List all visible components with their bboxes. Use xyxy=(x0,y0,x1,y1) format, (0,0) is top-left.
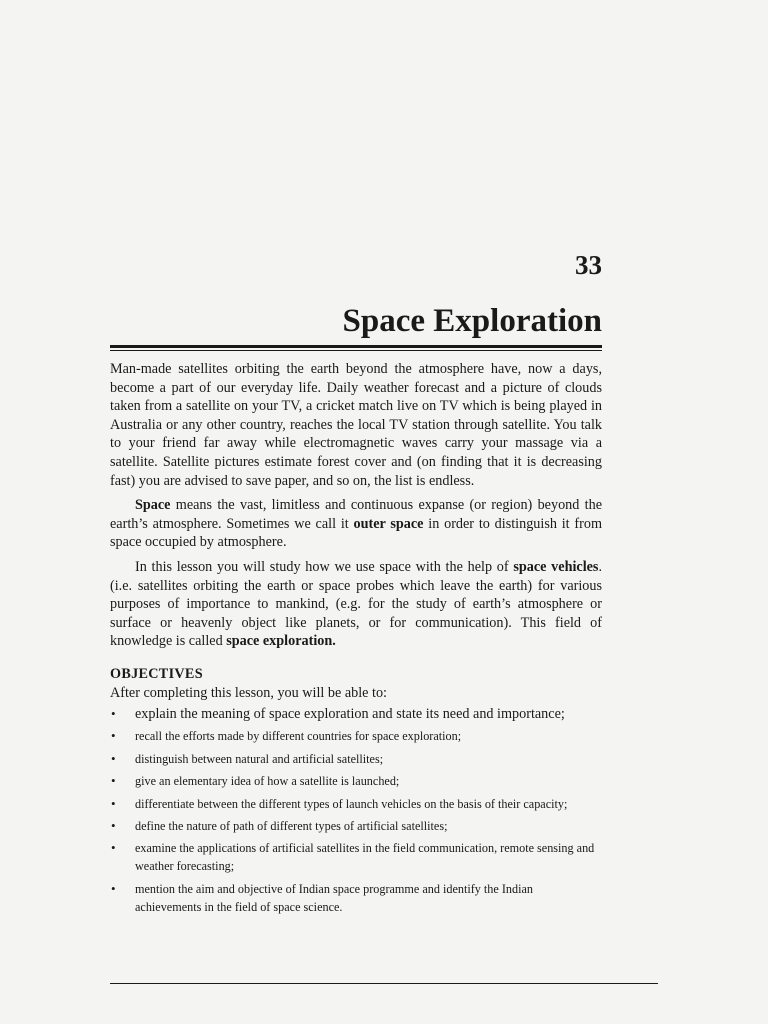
lesson-content xyxy=(110,360,602,920)
chapter-title: Space Exploration xyxy=(342,303,602,339)
objective-text: differentiate between the different types of launch vehicles on the basis of their capacity; xyxy=(135,796,568,811)
objective-item xyxy=(110,839,602,875)
bullet-icon: • xyxy=(111,705,116,721)
lesson-scope-text-b: . (i.e. satellites orbiting the earth or space probes which leave the earth) for various purposes of importance to mankind, (e.g. for the study of earth’s atmosphere or surface or heavenly object like planets, or for communication). This field of knowledge is called xyxy=(110,558,603,650)
lesson-scope-text-a: In this lesson you will study how we use space with the help of xyxy=(135,558,514,575)
term-space: Space xyxy=(135,497,171,514)
title-rule-thick xyxy=(110,345,602,348)
objective-text: mention the aim and objective of Indian space programme and identify the Indian achievements in the field of space science. xyxy=(135,881,533,914)
objective-text: explain the meaning of space exploration and state its need and importance; xyxy=(135,705,565,722)
bullet-icon: • xyxy=(111,750,116,766)
objective-text: examine the applications of artificial satellites in the field communication, remote sensing and weather forecasting; xyxy=(135,841,595,874)
space-definition-text-a: means the vast, limitless and continuous expanse (or region) beyond the earth’s atmosphere. Sometimes we call it xyxy=(110,497,602,532)
chapter-number: 33 xyxy=(575,250,602,280)
bullet-icon: • xyxy=(111,728,116,744)
bullet-icon: • xyxy=(111,840,116,856)
objective-text: define the nature of path of different types of artificial satellites; xyxy=(135,819,448,834)
objectives-list xyxy=(110,705,602,916)
space-definition-paragraph xyxy=(110,496,602,552)
objective-text: give an elementary idea of how a satellite is launched; xyxy=(135,774,400,789)
objective-item xyxy=(110,795,602,813)
bullet-icon: • xyxy=(111,818,116,834)
objectives-intro: After completing this lesson, you will be able to: xyxy=(110,684,388,701)
objective-item xyxy=(110,705,602,724)
space-definition-text-b: in order to distinguish it from space occupied by atmosphere. xyxy=(110,515,603,551)
lesson-scope-paragraph xyxy=(110,558,602,651)
intro-paragraph: Man-made satellites orbiting the earth beyond the atmosphere have, now a days, become a part of our everyday life. Daily weather forecast and a picture of clouds taken from a satellite on your TV, a cricket match live on TV which is being played in Australia or any other country, reaches the local TV station through satellite. You talk to your friend far away while electromagnetic waves carry your massage via a satellite. Satellite pictures estimate forest cover and (on finding that it is decreasing fast) you are advised to save paper, and so on, the list is endless. xyxy=(110,361,602,489)
objective-item xyxy=(110,727,602,745)
objective-text: recall the efforts made by different countries for space exploration; xyxy=(135,729,462,744)
title-rule xyxy=(110,345,602,351)
bullet-icon: • xyxy=(111,795,116,811)
objective-item xyxy=(110,817,602,835)
term-space-vehicles: space vehicles xyxy=(513,558,599,575)
objective-text: distinguish between natural and artificial satellites; xyxy=(135,751,384,766)
bullet-icon: • xyxy=(111,773,116,789)
title-rule-thin xyxy=(110,350,602,351)
bullet-icon: • xyxy=(111,880,116,896)
objective-item xyxy=(110,880,602,916)
objective-item xyxy=(110,772,602,790)
footer-rule xyxy=(110,983,658,984)
term-outer-space: outer space xyxy=(353,515,424,532)
term-space-exploration: space exploration. xyxy=(226,633,336,650)
objective-item xyxy=(110,750,602,768)
objectives-heading: OBJECTIVES xyxy=(110,665,203,682)
